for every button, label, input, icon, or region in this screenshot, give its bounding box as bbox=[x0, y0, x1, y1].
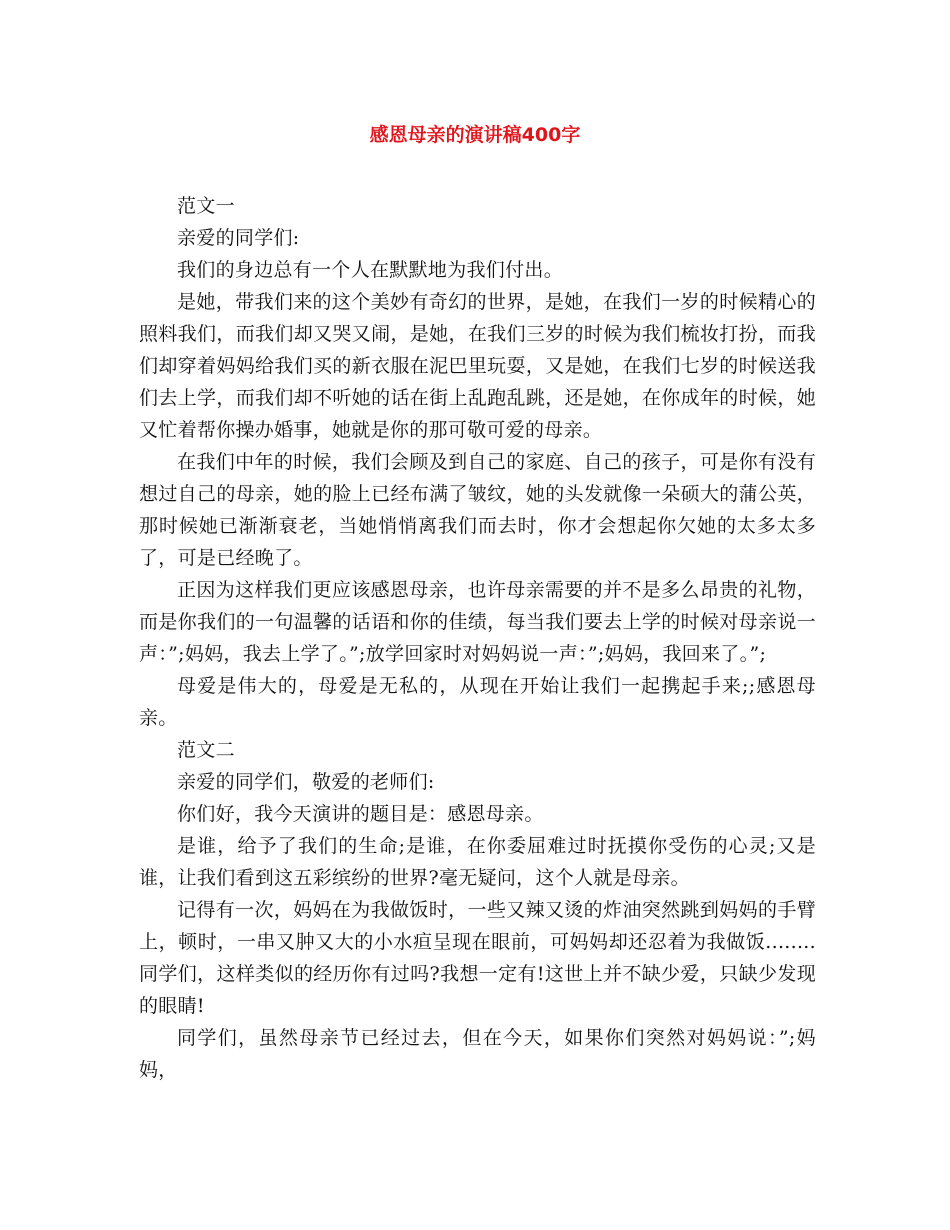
paragraph-greeting: 亲爱的同学们，敬爱的老师们: bbox=[177, 771, 435, 793]
paragraph-greeting: 亲爱的同学们: bbox=[177, 227, 300, 249]
paragraph: 在我们中年的时候，我们会顾及到自己的家庭、自己的孩子，可是你有没有想过自己的母亲，她的脸上已经布满了皱纹，她的头发就像一朵硕大的蒲公英，那时候她已渐渐衰老，当她悄悄离我们而去时，你才会想起你欠她的太多太多了，可是已经晚了。 bbox=[139, 451, 816, 569]
paragraph: 是谁，给予了我们的生命;是谁，在你委屈难过时抚摸你受伤的心灵;又是谁，让我们看到这五彩缤纷的世界?毫无疑问，这个人就是母亲。 bbox=[139, 835, 816, 889]
paragraph: 是她，带我们来的这个美妙有奇幻的世界，是她，在我们一岁的时候精心的照料我们，而我们却又哭又闹，是她，在我们三岁的时候为我们梳妆打扮，而我们却穿着妈妈给我们买的新衣服在泥巴里玩耍，又是她，在我们七岁的时候送我们去上学，而我们却不听她的话在街上乱跑乱跳，还是她，在你成年的时候，她又忙着帮你操办婚事，她就是你的那可敬可爱的母亲。 bbox=[139, 291, 816, 441]
paragraph-section-label: 范文二 bbox=[177, 739, 235, 761]
paragraph-section-label: 范文一 bbox=[177, 195, 235, 217]
paragraph: 你们好，我今天演讲的题目是：感恩母亲。 bbox=[177, 803, 544, 825]
paragraph: 记得有一次，妈妈在为我做饭时，一些又辣又烫的炸油突然跳到妈妈的手臂上，顿时，一串又肿又大的小水疸呈现在眼前，可妈妈却还忍着为我做饭........同学们，这样类似的经历你有过吗?我想一定有!这世上并不缺少爱，只缺少发现的眼睛! bbox=[139, 899, 816, 1017]
paragraph: 母爱是伟大的，母爱是无私的，从现在开始让我们一起携起手来;;感恩母亲。 bbox=[139, 675, 816, 729]
paragraph: 正因为这样我们更应该感恩母亲，也许母亲需要的并不是多么昂贵的礼物，而是你我们的一句温馨的话语和你的佳绩，每当我们要去上学的时候对母亲说一声：”;妈妈，我去上学了。”;放学回家时对妈妈说一声：”;妈妈，我回来了。”; bbox=[139, 579, 816, 665]
paragraph: 我们的身边总有一个人在默默地为我们付出。 bbox=[177, 259, 564, 281]
document-body bbox=[139, 190, 816, 1086]
paragraph: 同学们，虽然母亲节已经过去，但在今天，如果你们突然对妈妈说：”;妈妈， bbox=[139, 1027, 816, 1081]
document-title: 感恩母亲的演讲稿400字 bbox=[369, 124, 581, 146]
